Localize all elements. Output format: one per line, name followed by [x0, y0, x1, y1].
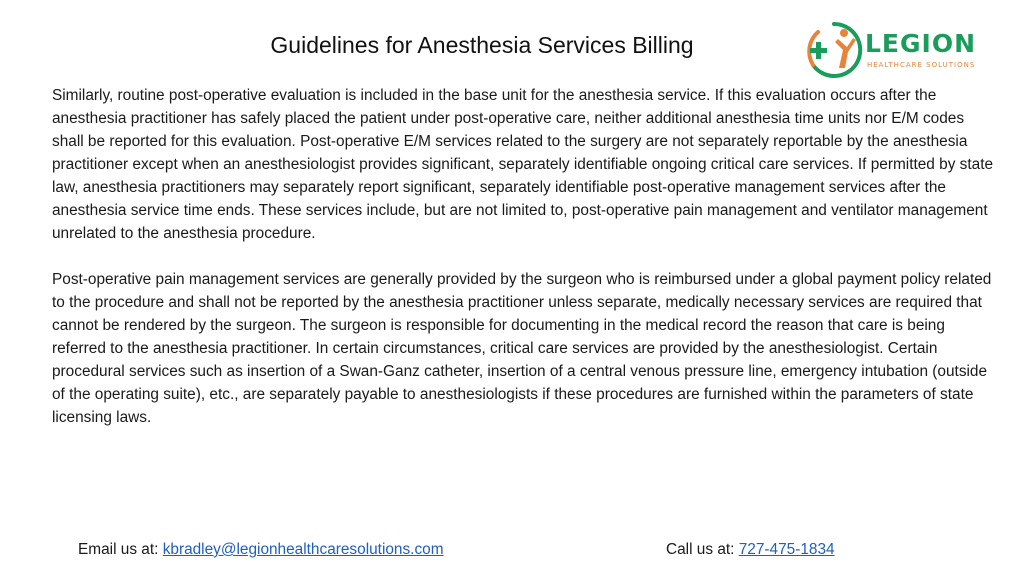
footer-email	[78, 538, 444, 561]
slide-body	[52, 84, 996, 452]
company-logo	[804, 20, 994, 82]
logo-name: LEGION	[865, 29, 977, 58]
footer-phone	[666, 538, 835, 561]
logo-subtitle: HEALTHCARE SOLUTIONS	[867, 61, 976, 69]
phone-link[interactable]: 727-475-1834	[738, 541, 835, 558]
phone-label: Call us at:	[666, 541, 735, 558]
email-label: Email us at:	[78, 541, 159, 558]
slide-title: Guidelines for Anesthesia Services Billing	[270, 32, 694, 58]
paragraph-2: Post-operative pain management services are generally provided by the surgeon who is reimbursed under a global payment policy related to the procedure and shall not be reported by the anesthesia practitioner unless separate, medically necessary services are required that cannot be rendered by the surgeon. The surgeon is responsible for documenting in the medical record the reason that care is being referred to the anesthesia practitioner. In certain circumstances, critical care services are provided by the anesthesiologist. Certain procedural services such as insertion of a Swan-Ganz catheter, insertion of a central venous pressure line, emergency intubation (outside of the operating suite), etc., are separately payable to anesthesiologists if these procedures are furnished within the parameters of state licensing laws.	[52, 271, 992, 426]
paragraph-1: Similarly, routine post-operative evaluation is included in the base unit for the anesthesia service. If this evaluation occurs after the anesthesia practitioner has safely placed the patient under post-operative care, neither additional anesthesia time units nor E/M codes shall be reported for this evaluation. Post-operative E/M services related to the surgery are not separately reportable by the anesthesia practitioner except when an anesthesiologist provides significant, separately identifiable ongoing critical care services. If permitted by state law, anesthesia practitioners may separately report significant, separately identifiable post-operative management services after the anesthesia service time ends. These services include, but are not limited to, post-operative pain management and ventilator management unrelated to the anesthesia procedure.	[52, 87, 994, 242]
email-link[interactable]: kbradley@legionhealthcaresolutions.com	[162, 541, 444, 558]
medical-cross-person-icon	[804, 20, 864, 80]
